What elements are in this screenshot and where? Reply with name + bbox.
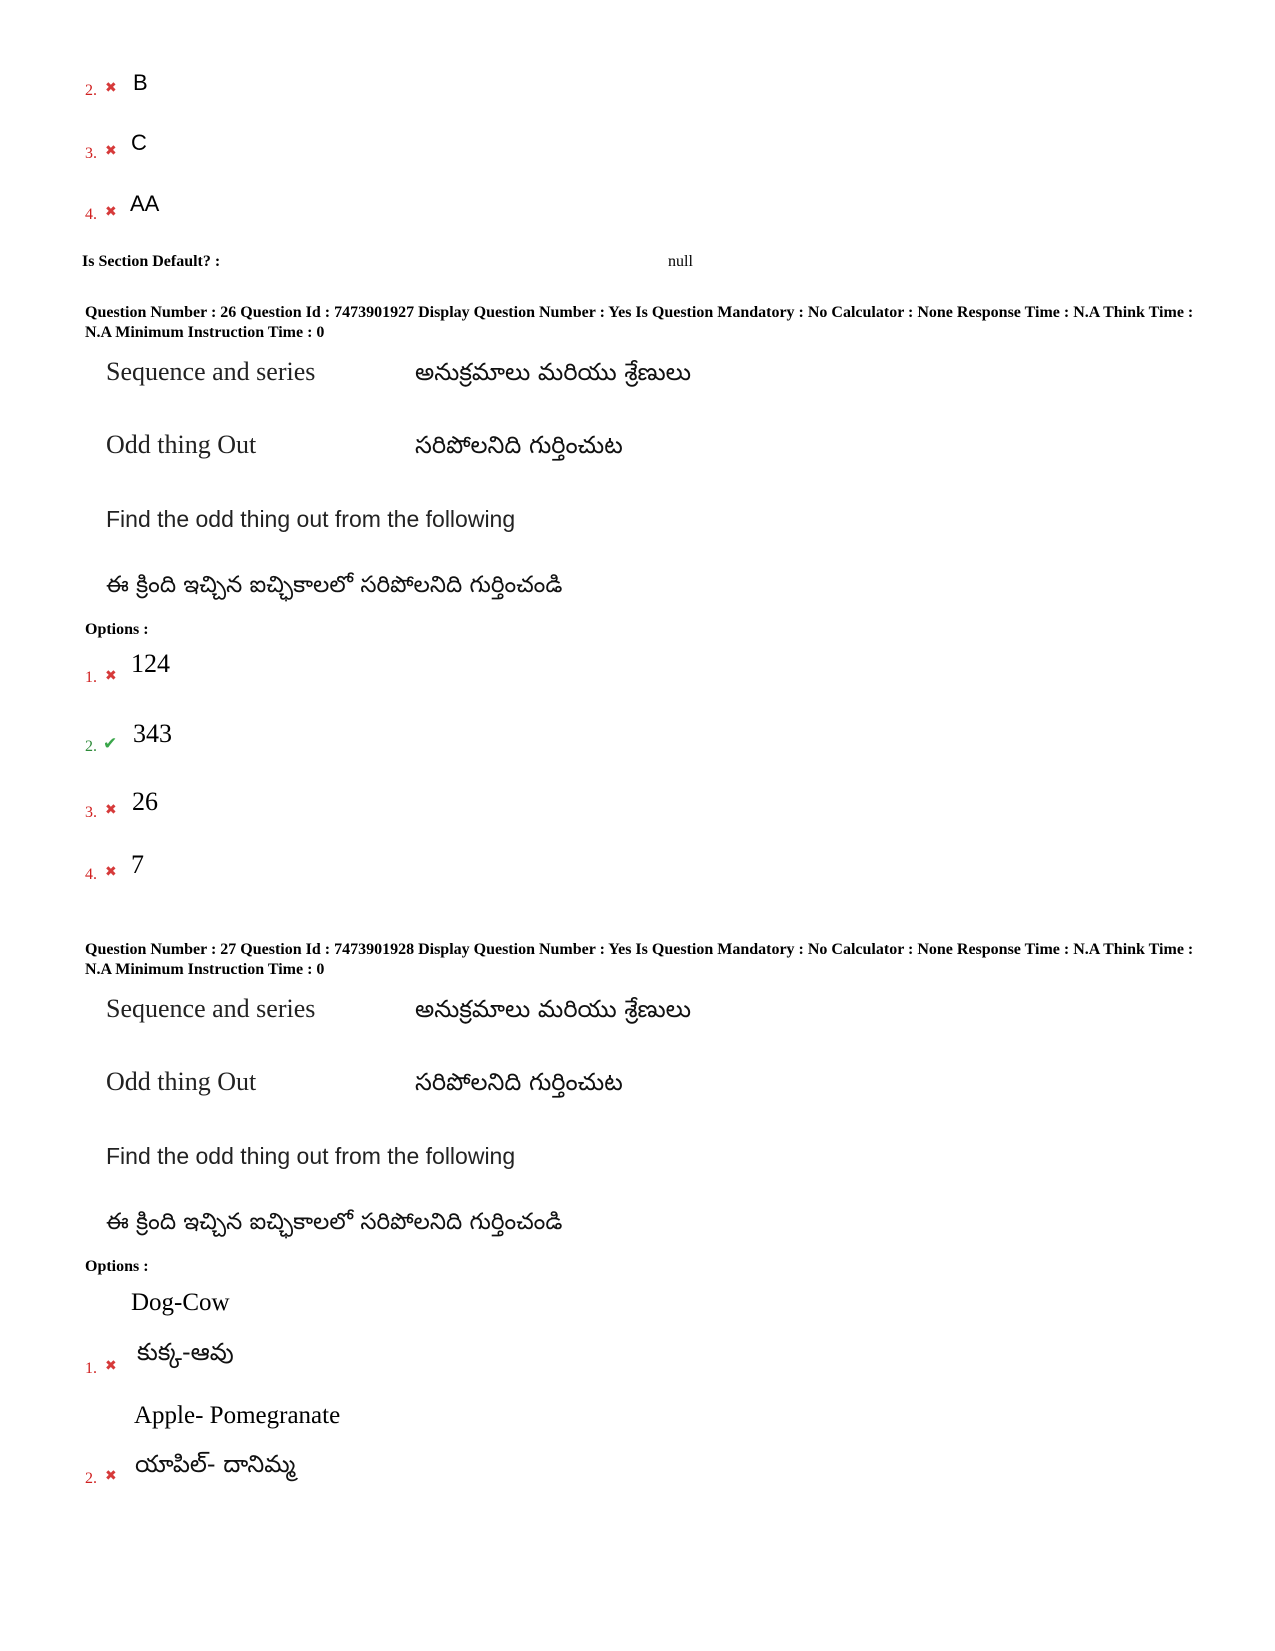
wrong-mark-icon: ✖ — [105, 80, 117, 96]
option-number: 2. — [85, 738, 97, 755]
option-text: 7 — [131, 850, 144, 879]
question-text-en: Find the odd thing out from the following — [106, 1143, 516, 1169]
topic-en: Sequence and series — [106, 357, 316, 386]
options-label: Options : — [85, 621, 149, 638]
topic-te: అనుక్రమాలు మరియు శ్రేణులు — [415, 358, 691, 386]
wrong-mark-icon: ✖ — [105, 204, 117, 220]
question-text-te: ఈ క్రింది ఇచ్చిన ఐచ్ఛికాలలో సరిపోలనిది గుర్తించండి — [106, 1209, 563, 1235]
option-text-te: కుక్క-ఆవు — [137, 1338, 234, 1366]
section-default-value: null — [668, 253, 693, 270]
question-26-meta: Question Number : 26 Question Id : 7473901927 Display Question Number : Yes Is Question Mandatory : No Calculator : None Response Time : N.A Think Time : N.A Minimum Instruction Time : 0 — [85, 304, 1194, 341]
option-text: B — [133, 70, 148, 95]
option-number: 1. — [85, 669, 97, 686]
wrong-mark-icon: ✖ — [105, 802, 117, 818]
option-number: 3. — [85, 145, 97, 162]
subtopic-te: సరిపోలనిది గుర్తించుట — [415, 1068, 623, 1096]
option-text-en: Dog-Cow — [131, 1289, 230, 1316]
option-number: 2. — [85, 1470, 97, 1487]
topic-en: Sequence and series — [106, 994, 316, 1023]
options-label: Options : — [85, 1258, 149, 1275]
correct-mark-icon: ✔ — [103, 734, 118, 754]
option-number: 2. — [85, 82, 97, 99]
option-text-te: యాపిల్- దానిమ్మ — [135, 1450, 296, 1478]
option-number: 4. — [85, 206, 97, 223]
wrong-mark-icon: ✖ — [105, 864, 117, 880]
option-text-en: Apple- Pomegranate — [134, 1402, 341, 1429]
subtopic-te: సరిపోలనిది గుర్తించుట — [415, 431, 623, 459]
subtopic-en: Odd thing Out — [106, 1067, 257, 1096]
option-number: 3. — [85, 804, 97, 821]
option-text: C — [131, 130, 147, 155]
subtopic-en: Odd thing Out — [106, 430, 257, 459]
option-text: AA — [130, 191, 160, 216]
option-text-correct: 343 — [133, 719, 172, 748]
option-text: 124 — [131, 649, 170, 678]
section-default-label: Is Section Default? : — [82, 253, 221, 270]
option-number: 1. — [85, 1360, 97, 1377]
topic-te: అనుక్రమాలు మరియు శ్రేణులు — [415, 995, 691, 1023]
wrong-mark-icon: ✖ — [105, 1358, 117, 1374]
question-text-te: ఈ క్రింది ఇచ్చిన ఐచ్ఛికాలలో సరిపోలనిది గుర్తించండి — [106, 572, 563, 598]
option-number: 4. — [85, 866, 97, 883]
wrong-mark-icon: ✖ — [105, 143, 117, 159]
wrong-mark-icon: ✖ — [105, 1468, 117, 1484]
question-text-en: Find the odd thing out from the following — [106, 506, 516, 532]
wrong-mark-icon: ✖ — [105, 668, 117, 684]
question-27-meta: Question Number : 27 Question Id : 7473901928 Display Question Number : Yes Is Question Mandatory : No Calculator : None Response Time : N.A Think Time : N.A Minimum Instruction Time : 0 — [85, 941, 1194, 978]
option-text: 26 — [132, 787, 158, 816]
